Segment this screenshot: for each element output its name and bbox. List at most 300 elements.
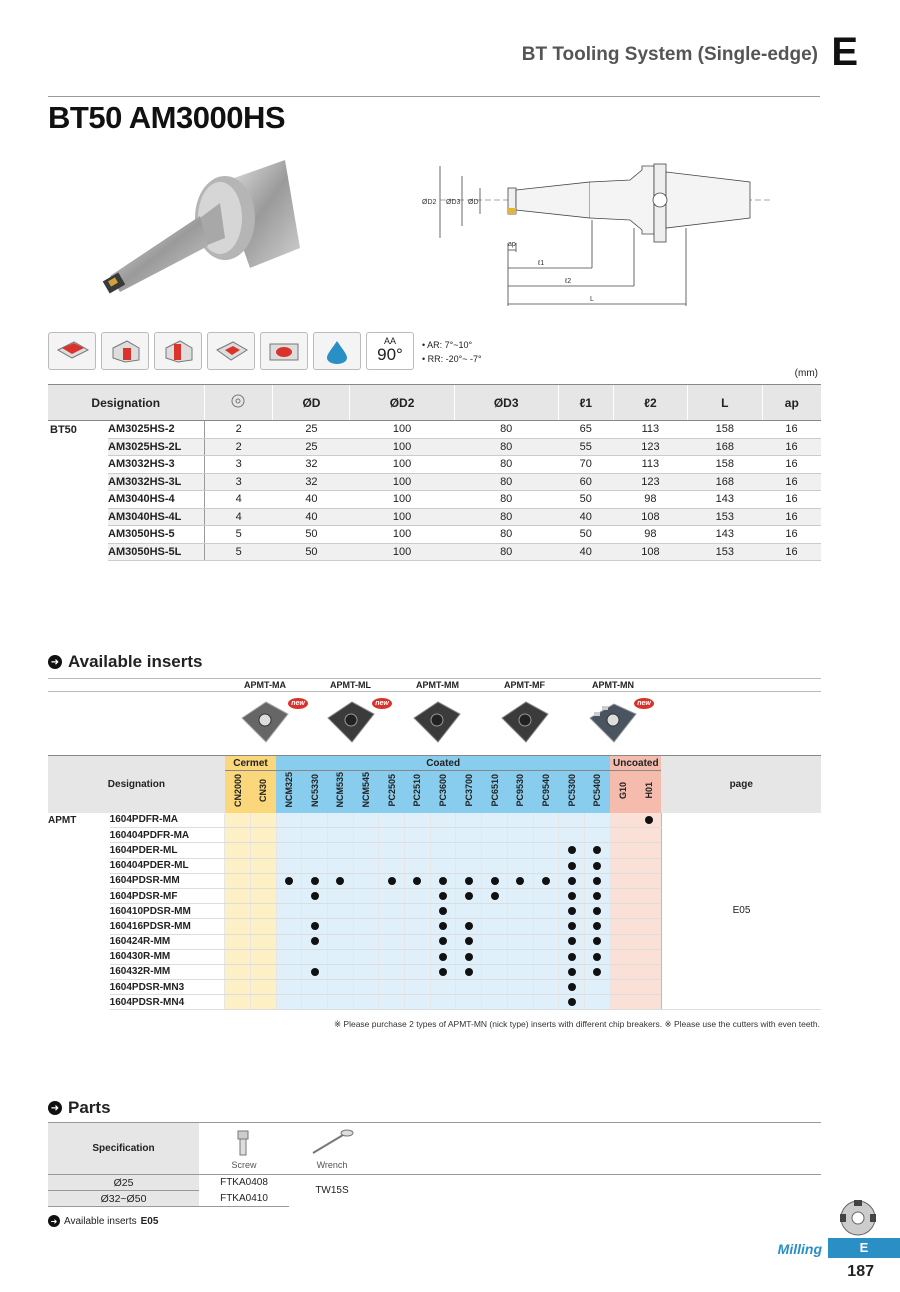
grade-cell: [430, 995, 456, 1010]
grade-cell: [507, 980, 533, 995]
wrench-column: [289, 1123, 375, 1175]
grade-cell: [610, 995, 636, 1010]
avail-label: Available inserts: [64, 1215, 137, 1227]
screw-column: [199, 1123, 289, 1175]
grade-cell: [636, 995, 662, 1010]
grade-cell: [482, 919, 508, 934]
grade-cell: [584, 828, 610, 843]
dim-d: ØD: [468, 199, 479, 206]
grade-cell: [482, 980, 508, 995]
insert-image-apmt-mm: [408, 698, 472, 748]
availability-dot: [593, 937, 601, 945]
availability-dot: [568, 953, 576, 961]
grade-cell: [430, 949, 456, 964]
availability-dot: [593, 922, 601, 930]
insert-group-label: [48, 980, 110, 995]
avail-ref: E05: [140, 1215, 159, 1227]
grade-cell: [559, 934, 585, 949]
availability-dot: [593, 953, 601, 961]
grade-cell: [302, 843, 328, 858]
insert-designation: 160430R-MM: [110, 949, 225, 964]
insert-designation: 1604PDSR-MF: [110, 888, 225, 903]
milling-label: Milling: [777, 1241, 822, 1257]
grade-cell: [250, 995, 276, 1010]
value-cell: 153: [688, 543, 762, 561]
grade-name: G10: [617, 781, 628, 799]
group-label: BT50: [50, 423, 77, 436]
col-l2: ℓ2: [613, 385, 687, 421]
available-inserts-heading: [48, 652, 203, 672]
insert-designation: 1604PDSR-MN4: [110, 995, 225, 1010]
grade-cell: [559, 949, 585, 964]
grade-name: CN2000: [232, 773, 243, 807]
insert-designation: 1604PDER-ML: [110, 843, 225, 858]
insert-designation: 160432R-MM: [110, 964, 225, 979]
grade-cell: [584, 919, 610, 934]
grade-cell: [482, 964, 508, 979]
grade-cell: [302, 964, 328, 979]
grade-header: [225, 771, 251, 813]
grade-cell: [507, 904, 533, 919]
wrench-icon: [307, 1127, 357, 1157]
grade-cell: [328, 919, 354, 934]
grade-cell: [379, 934, 405, 949]
grade-cell: [250, 843, 276, 858]
grade-cell: [507, 934, 533, 949]
grade-cell: [302, 949, 328, 964]
grade-cell: [559, 995, 585, 1010]
value-cell: 80: [454, 491, 558, 509]
parts-table: [48, 1122, 821, 1207]
value-cell: 80: [454, 438, 558, 456]
grade-cell: [225, 873, 251, 888]
grade-cell: [250, 873, 276, 888]
grade-cell: [276, 858, 302, 873]
spec-row: [48, 508, 821, 526]
grade-cell: [636, 980, 662, 995]
grade-cell: [533, 888, 559, 903]
grade-cell: [328, 828, 354, 843]
availability-dot: [568, 862, 576, 870]
insert-group-label: [48, 828, 110, 843]
grade-header: [610, 771, 636, 813]
page-number: 187: [847, 1263, 874, 1280]
value-cell: 108: [613, 508, 687, 526]
grade-cell: [533, 813, 559, 828]
grade-header: [405, 771, 431, 813]
group-label: [48, 456, 108, 474]
designation-cell: AM3040HS-4: [108, 491, 204, 509]
axial-rake-note: • AR: 7°~10°: [422, 340, 473, 350]
grade-cell: [533, 949, 559, 964]
insert-compatibility-table: [48, 755, 821, 1010]
grade-cell: [225, 949, 251, 964]
grade-cell: [482, 995, 508, 1010]
page-title: BT50 AM3000HS: [48, 100, 286, 135]
grade-cell: [353, 873, 379, 888]
grade-cell: [328, 949, 354, 964]
grade-cell: [636, 888, 662, 903]
insert-group-label: [48, 843, 110, 858]
grade-cell: [559, 980, 585, 995]
grade-cell: [482, 934, 508, 949]
grade-cell: [302, 873, 328, 888]
grade-cell: [276, 919, 302, 934]
grade-cell: [250, 888, 276, 903]
grade-name: PC5400: [592, 773, 603, 807]
insert-designation: 160410PDSR-MM: [110, 904, 225, 919]
spec-row: [48, 543, 821, 561]
grade-name: PC2505: [386, 773, 397, 807]
insert-designation: 1604PDFR-MA: [110, 813, 225, 828]
parts-header-row: [48, 1123, 821, 1175]
value-cell: 16: [762, 456, 821, 474]
grade-cell: [533, 919, 559, 934]
grade-cell: [225, 934, 251, 949]
grade-cell: [636, 858, 662, 873]
grade-cell: [405, 813, 431, 828]
value-cell: 4: [204, 508, 273, 526]
grade-cell: [610, 873, 636, 888]
availability-dot: [568, 968, 576, 976]
insert-type-name: APMT-MM: [416, 680, 459, 690]
insert-designation: 1604PDSR-MM: [110, 873, 225, 888]
insert-image-apmt-mf: [496, 698, 560, 748]
grade-cell: [584, 873, 610, 888]
grade-cell: [610, 813, 636, 828]
parts-empty-cell: [375, 1123, 821, 1175]
grade-cell: [328, 843, 354, 858]
grade-cell: [250, 949, 276, 964]
grade-cell: [430, 919, 456, 934]
grade-name: PC3700: [463, 773, 474, 807]
screw-value: FTKA0410: [199, 1191, 289, 1207]
insert-group-label: [48, 904, 110, 919]
face-milling-icon: [48, 332, 96, 370]
grade-cell: [353, 949, 379, 964]
grade-cell: [610, 949, 636, 964]
section-title: BT Tooling System (Single-edge): [521, 44, 818, 65]
grade-cell: [405, 888, 431, 903]
col-L: L: [688, 385, 762, 421]
grade-cell: [533, 858, 559, 873]
screw-label: Screw: [231, 1160, 257, 1170]
grade-cell: [507, 964, 533, 979]
grade-cell: [610, 888, 636, 903]
value-cell: 100: [350, 421, 454, 439]
arrow-circle-icon: ➜: [48, 1215, 60, 1227]
availability-dot: [439, 937, 447, 945]
grade-cell: [430, 813, 456, 828]
value-cell: 158: [688, 421, 762, 439]
grade-cell: [225, 995, 251, 1010]
insert-row: [48, 813, 821, 828]
availability-dot: [568, 922, 576, 930]
value-cell: 70: [558, 456, 613, 474]
grade-cell: [456, 919, 482, 934]
grade-cell: [430, 934, 456, 949]
value-cell: 4: [204, 491, 273, 509]
value-cell: 40: [273, 491, 350, 509]
grade-cell: [507, 888, 533, 903]
grade-cell: [584, 995, 610, 1010]
grade-cell: [302, 904, 328, 919]
availability-dot: [388, 877, 396, 885]
grade-cell: [456, 813, 482, 828]
col-ap: ap: [762, 385, 821, 421]
value-cell: 98: [613, 526, 687, 544]
col-d3: ØD3: [454, 385, 558, 421]
value-cell: 113: [613, 456, 687, 474]
grade-cell: [379, 995, 405, 1010]
grade-cell: [559, 843, 585, 858]
insert-designation: 1604PDSR-MN3: [110, 980, 225, 995]
grade-name: PC6510: [489, 773, 500, 807]
uncoated-group-header: Uncoated: [610, 756, 661, 771]
spec-row: [48, 421, 821, 439]
radial-rake-note: • RR: -20°~ -7°: [422, 354, 482, 364]
grade-name: NCM535: [335, 772, 346, 808]
availability-dot: [311, 877, 319, 885]
grade-cell: [302, 858, 328, 873]
rake-angle-notes: [422, 338, 482, 366]
availability-dot: [568, 937, 576, 945]
grade-cell: [302, 934, 328, 949]
grade-cell: [379, 904, 405, 919]
grade-cell: [225, 888, 251, 903]
availability-dot: [285, 877, 293, 885]
grade-cell: [610, 843, 636, 858]
unit-note: (mm): [794, 368, 818, 379]
availability-dot: [465, 968, 473, 976]
value-cell: 40: [273, 508, 350, 526]
grade-cell: [405, 919, 431, 934]
grade-cell: [456, 980, 482, 995]
insert-group-label: [48, 858, 110, 873]
grade-cell: [405, 858, 431, 873]
grade-cell: [584, 888, 610, 903]
grade-cell: [353, 888, 379, 903]
availability-dot: [568, 877, 576, 885]
header-divider: [48, 96, 820, 97]
grade-cell: [533, 843, 559, 858]
availability-dot: [439, 968, 447, 976]
grade-cell: [405, 934, 431, 949]
col-d: ØD: [273, 385, 350, 421]
grade-cell: [328, 904, 354, 919]
available-inserts-link[interactable]: [48, 1215, 158, 1227]
grade-header: [353, 771, 379, 813]
grade-cell: [559, 964, 585, 979]
page-ref-cell[interactable]: E05: [661, 813, 821, 1010]
value-cell: 80: [454, 508, 558, 526]
value-cell: 98: [613, 491, 687, 509]
grade-cell: [610, 904, 636, 919]
availability-dot: [568, 892, 576, 900]
grade-cell: [328, 813, 354, 828]
grade-name: NCM325: [284, 772, 295, 808]
grade-cell: [276, 934, 302, 949]
grade-cell: [353, 934, 379, 949]
grade-cell: [482, 843, 508, 858]
availability-dot: [311, 937, 319, 945]
insert-group-label: APMT: [48, 814, 77, 826]
grade-cell: [302, 919, 328, 934]
grade-cell: [250, 980, 276, 995]
dim-d2: ØD2: [422, 199, 437, 206]
grade-cell: [379, 813, 405, 828]
grade-cell: [225, 828, 251, 843]
designation-cell: AM3025HS-2: [108, 421, 204, 439]
grade-cell: [250, 934, 276, 949]
grade-cell: [610, 828, 636, 843]
value-cell: 40: [558, 508, 613, 526]
section-letter: E: [831, 30, 858, 74]
grade-cell: [456, 904, 482, 919]
grade-header: [456, 771, 482, 813]
milling-cutter-icon: [838, 1198, 878, 1238]
availability-dot: [516, 877, 524, 885]
insert-designation: 160416PDSR-MM: [110, 919, 225, 934]
value-cell: 158: [688, 456, 762, 474]
grade-cell: [533, 904, 559, 919]
availability-dot: [465, 937, 473, 945]
availability-dot: [593, 846, 601, 854]
insert-type-name: APMT-ML: [330, 680, 371, 690]
insert-group-label: [48, 919, 110, 934]
value-cell: 100: [350, 473, 454, 491]
grade-cell: [405, 873, 431, 888]
grade-header: [379, 771, 405, 813]
wrench-value: TW15S: [289, 1175, 375, 1207]
dim-l1: ℓ1: [538, 260, 545, 267]
grade-cell: [379, 964, 405, 979]
grade-cell: [430, 858, 456, 873]
availability-dot: [465, 877, 473, 885]
value-cell: 16: [762, 473, 821, 491]
group-label: [48, 491, 108, 509]
grade-cell: [610, 919, 636, 934]
designation-cell: AM3025HS-2L: [108, 438, 204, 456]
value-cell: 3: [204, 456, 273, 474]
grade-cell: [482, 873, 508, 888]
grade-cell: [225, 843, 251, 858]
grade-cell: [507, 828, 533, 843]
spec-row: [48, 491, 821, 509]
grade-cell: [405, 828, 431, 843]
grade-cell: [353, 858, 379, 873]
grade-cell: [507, 873, 533, 888]
value-cell: 100: [350, 508, 454, 526]
availability-dot: [336, 877, 344, 885]
availability-dot: [465, 953, 473, 961]
coolant-icon: [313, 332, 361, 370]
grade-cell: [610, 858, 636, 873]
col-d2: ØD2: [350, 385, 454, 421]
new-badge: new: [288, 698, 308, 709]
insert-group-label: [48, 888, 110, 903]
grade-cell: [430, 980, 456, 995]
spec-header: Specification: [48, 1123, 199, 1175]
grade-name: PC9540: [540, 773, 551, 807]
grade-cell: [328, 858, 354, 873]
grade-cell: [328, 964, 354, 979]
grade-cell: [276, 904, 302, 919]
col-l1: ℓ1: [558, 385, 613, 421]
page-header: page: [661, 756, 821, 813]
tool-holder-photo: [100, 158, 310, 298]
insert-group-label: [48, 995, 110, 1010]
grade-cell: [250, 919, 276, 934]
grade-cell: [250, 828, 276, 843]
grade-cell: [250, 964, 276, 979]
grade-cell: [507, 949, 533, 964]
value-cell: 55: [558, 438, 613, 456]
grade-cell: [276, 813, 302, 828]
grade-cell: [482, 949, 508, 964]
availability-dot: [311, 968, 319, 976]
grade-cell: [533, 873, 559, 888]
grade-cell: [482, 904, 508, 919]
value-cell: 5: [204, 526, 273, 544]
grade-cell: [636, 964, 662, 979]
group-label: [48, 543, 108, 561]
grade-cell: [405, 995, 431, 1010]
grade-cell: [225, 858, 251, 873]
insert-group-label: [48, 964, 110, 979]
arrow-circle-icon: ➜: [48, 1101, 62, 1115]
value-cell: 16: [762, 526, 821, 544]
availability-dot: [645, 816, 653, 824]
grade-cell: [328, 873, 354, 888]
new-badge: new: [634, 698, 654, 709]
screw-icon: [224, 1127, 264, 1157]
availability-dot: [413, 877, 421, 885]
value-cell: 16: [762, 421, 821, 439]
value-cell: 80: [454, 543, 558, 561]
grade-cell: [559, 873, 585, 888]
value-cell: 3: [204, 473, 273, 491]
slotting-icon: [154, 332, 202, 370]
value-cell: 16: [762, 438, 821, 456]
grade-cell: [379, 858, 405, 873]
grade-cell: [610, 934, 636, 949]
availability-dot: [439, 922, 447, 930]
grade-cell: [533, 995, 559, 1010]
grade-cell: [276, 980, 302, 995]
dim-L: L: [590, 296, 594, 303]
spec-row: [48, 438, 821, 456]
availability-dot: [593, 877, 601, 885]
available-inserts-title: Available inserts: [68, 652, 203, 671]
value-cell: 100: [350, 438, 454, 456]
insert-type-name: APMT-MN: [592, 680, 634, 690]
grade-cell: [559, 888, 585, 903]
grade-cell: [276, 949, 302, 964]
grade-cell: [636, 843, 662, 858]
shoulder-milling-icon: [101, 332, 149, 370]
dim-ap: ap: [508, 241, 516, 248]
grade-cell: [353, 980, 379, 995]
value-cell: 100: [350, 491, 454, 509]
grade-header: [250, 771, 276, 813]
designation-cell: AM3032HS-3L: [108, 473, 204, 491]
value-cell: 168: [688, 438, 762, 456]
grade-cell: [559, 813, 585, 828]
value-cell: 65: [558, 421, 613, 439]
dimension-diagram: [420, 158, 770, 308]
grade-cell: [456, 888, 482, 903]
